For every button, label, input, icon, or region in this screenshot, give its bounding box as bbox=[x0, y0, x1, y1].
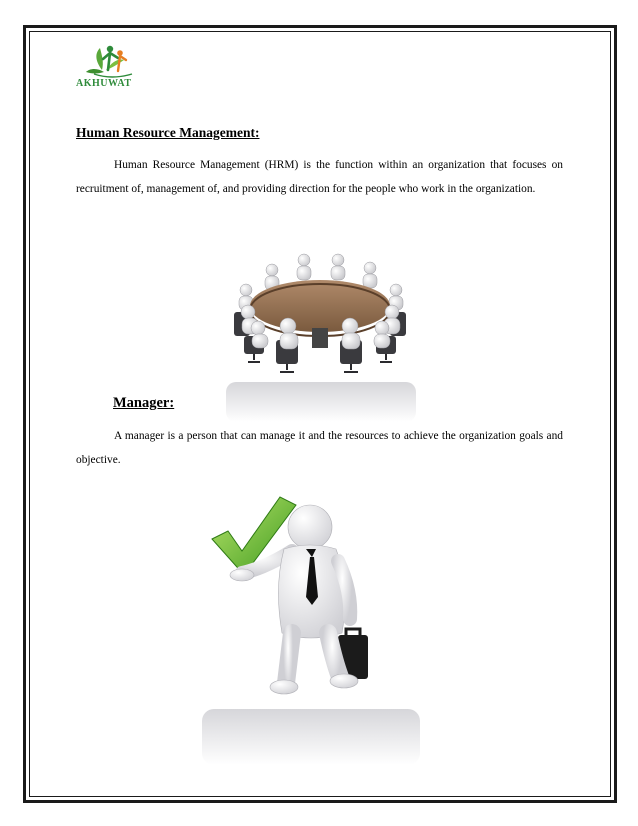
logo-text: AKHUWAT bbox=[76, 78, 132, 89]
meeting-table-illustration bbox=[222, 240, 418, 426]
section-heading-manager: Manager: bbox=[113, 395, 175, 411]
paragraph-hrm: Human Resource Management (HRM) is the function within an organization that focuses on recruitment of, management of, and providing direction for the people who work in the organization. bbox=[76, 159, 563, 195]
paragraph-manager: A manager is a person that can manage it and the resources to achieve the organization goals and objective. bbox=[76, 430, 563, 466]
manager-checkmark-illustration bbox=[200, 487, 422, 767]
section-heading-hrm: Human Resource Management: bbox=[76, 125, 260, 140]
